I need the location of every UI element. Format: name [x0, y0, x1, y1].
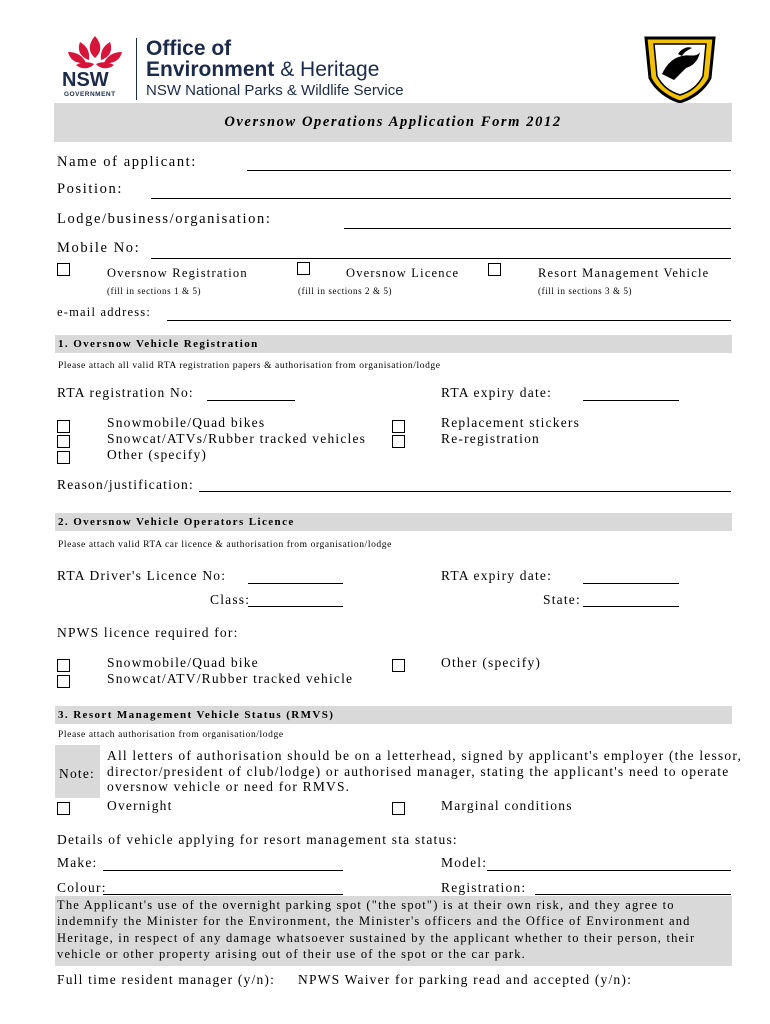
section2-instruction: Please attach valid RTA car licence & authorisation from organisation/lodge [58, 540, 392, 550]
nsw-logo-text: NSW [62, 69, 109, 91]
overnight-label: Overnight [107, 798, 173, 813]
state-field[interactable] [583, 606, 679, 607]
disclaimer-line-4: vehicle or other property arising out of their use of the spot or the car park. [57, 947, 526, 961]
re-registration-checkbox[interactable] [392, 435, 405, 448]
resort-management-note: (fill in sections 3 & 5) [538, 286, 633, 296]
oversnow-registration-note: (fill in sections 1 & 5) [107, 286, 202, 296]
s2-snowcat-checkbox[interactable] [57, 675, 70, 688]
name-field[interactable] [247, 170, 731, 171]
resort-management-label: Resort Management Vehicle [538, 266, 710, 280]
colour-field[interactable] [103, 894, 343, 895]
s2-other-label: Other (specify) [441, 655, 542, 670]
npws-seal-icon [638, 32, 722, 104]
position-field[interactable] [151, 198, 731, 199]
marginal-conditions-checkbox[interactable] [392, 802, 405, 815]
disclaimer-line-3: Heritage, in respect of any damage whatsoever sustained by the applicant whether to their person, their [57, 931, 696, 945]
s2-rta-expiry-field[interactable] [583, 583, 679, 584]
org-line-3: NSW National Parks & Wildlife Service [146, 82, 404, 99]
vehicle-details-label: Details of vehicle applying for resort management sta status: [57, 832, 458, 847]
section3-title: 3. Resort Management Vehicle Status (RMVS) [58, 709, 335, 721]
email-label: e-mail address: [57, 305, 152, 319]
disclaimer-line-1: The Applicant's use of the overnight parking spot ("the spot") is at their own risk, and they agree to [57, 898, 675, 912]
drivers-licence-field[interactable] [248, 583, 343, 584]
rta-registration-field[interactable] [207, 400, 295, 401]
registration-label: Registration: [441, 880, 527, 895]
reason-field[interactable] [199, 491, 731, 492]
section2-title: 2. Oversnow Vehicle Operators Licence [58, 516, 295, 528]
make-label: Make: [57, 855, 98, 870]
s2-snowmobile-checkbox[interactable] [57, 659, 70, 672]
note-line-1: All letters of authorisation should be on a letterhead, signed by applicant's employer (the lessor, [107, 748, 743, 763]
section1-instruction: Please attach all valid RTA registration papers & authorisation from organisation/lodge [58, 361, 441, 371]
model-field[interactable] [487, 870, 731, 871]
note-line-2: director/president of club/lodge) or authorised manager, stating the applicant's need to operate [107, 764, 730, 779]
overnight-checkbox[interactable] [57, 802, 70, 815]
email-field[interactable] [167, 320, 731, 321]
s2-snowmobile-label: Snowmobile/Quad bike [107, 655, 259, 670]
lodge-label: Lodge/business/organisation: [57, 211, 272, 227]
s1-rta-expiry-field[interactable] [583, 400, 679, 401]
oversnow-registration-checkbox[interactable] [57, 263, 70, 276]
replacement-stickers-checkbox[interactable] [392, 420, 405, 433]
marginal-conditions-label: Marginal conditions [441, 798, 573, 813]
name-label: Name of applicant: [57, 154, 197, 170]
section3-instruction: Please attach authorisation from organisation/lodge [58, 730, 284, 740]
position-label: Position: [57, 181, 123, 197]
resort-management-checkbox[interactable] [488, 263, 501, 276]
mobile-field[interactable] [151, 258, 731, 259]
oversnow-registration-label: Oversnow Registration [107, 266, 248, 280]
section1-title: 1. Oversnow Vehicle Registration [58, 338, 259, 350]
s1-rta-expiry-label: RTA expiry date: [441, 385, 553, 400]
org-line-1: Office of [146, 37, 232, 60]
snowmobile-quad-checkbox[interactable] [57, 420, 70, 433]
oversnow-licence-note: (fill in sections 2 & 5) [298, 286, 393, 296]
npws-required-label: NPWS licence required for: [57, 625, 239, 640]
form-title: Oversnow Operations Application Form 2012 [224, 114, 562, 130]
rta-registration-label: RTA registration No: [57, 385, 194, 400]
oversnow-licence-checkbox[interactable] [297, 262, 310, 275]
nsw-logo-subtext: GOVERNMENT [64, 91, 116, 98]
s1-other-label: Other (specify) [107, 447, 208, 462]
s2-rta-expiry-label: RTA expiry date: [441, 568, 553, 583]
class-label: Class: [210, 592, 251, 607]
org-line-2b: & Heritage [280, 58, 380, 81]
s1-other-checkbox[interactable] [57, 451, 70, 464]
registration-field[interactable] [535, 894, 731, 895]
resident-manager-label: Full time resident manager (y/n): [57, 972, 276, 987]
oversnow-licence-label: Oversnow Licence [346, 266, 460, 280]
re-registration-label: Re-registration [441, 431, 540, 446]
disclaimer-line-2: indemnify the Minister for the Environment, the Minister's officers and the Office of Environment and [57, 914, 691, 928]
class-field[interactable] [248, 606, 343, 607]
make-field[interactable] [103, 870, 343, 871]
note-line-3: oversnow vehicle or need for RMVS. [107, 779, 351, 794]
snowcat-atv-checkbox[interactable] [57, 435, 70, 448]
org-line-2a: Environment [146, 58, 275, 81]
waiver-label: NPWS Waiver for parking read and accepted (y/n): [298, 972, 633, 987]
s2-other-checkbox[interactable] [392, 659, 405, 672]
note-label: Note: [59, 766, 95, 781]
mobile-label: Mobile No: [57, 240, 141, 256]
lodge-field[interactable] [344, 228, 731, 229]
state-label: State: [543, 592, 581, 607]
s2-snowcat-label: Snowcat/ATV/Rubber tracked vehicle [107, 671, 354, 686]
snowmobile-quad-label: Snowmobile/Quad bikes [107, 415, 266, 430]
logo-divider [136, 38, 137, 100]
replacement-stickers-label: Replacement stickers [441, 415, 581, 430]
model-label: Model: [441, 855, 488, 870]
drivers-licence-label: RTA Driver's Licence No: [57, 568, 227, 583]
snowcat-atv-label: Snowcat/ATVs/Rubber tracked vehicles [107, 431, 367, 446]
colour-label: Colour: [57, 880, 107, 895]
reason-label: Reason/justification: [57, 477, 194, 492]
